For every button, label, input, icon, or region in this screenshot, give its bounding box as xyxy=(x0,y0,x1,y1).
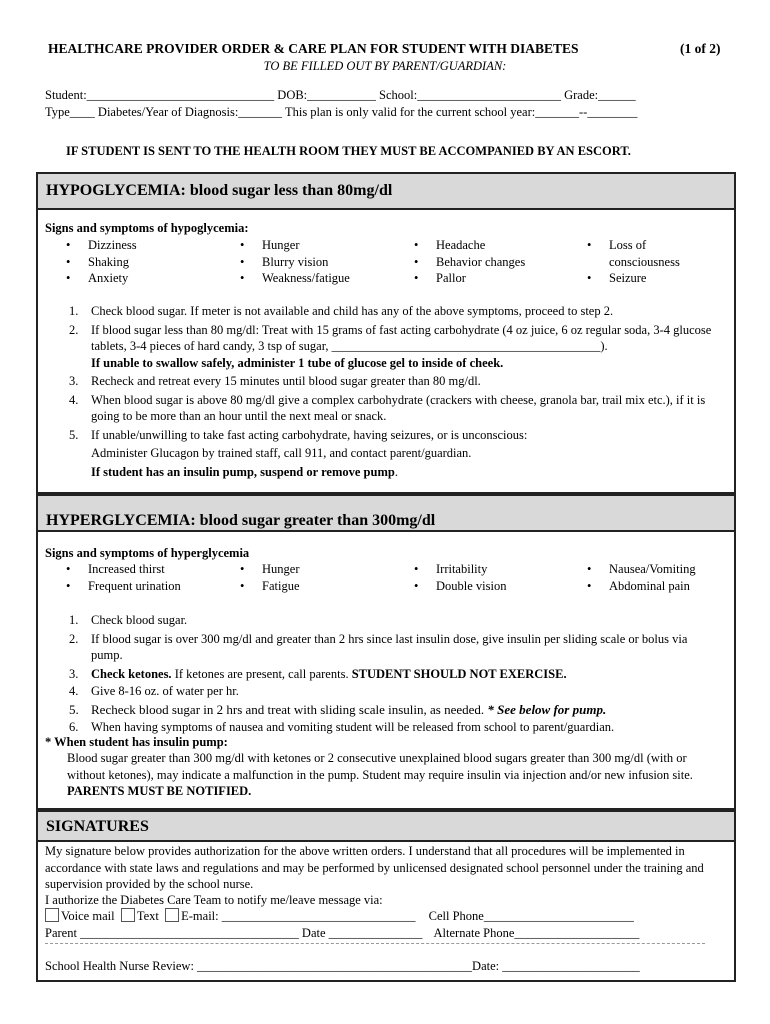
signatures-heading xyxy=(38,812,734,842)
parent-signature-field[interactable]: Parent ___________________________________ Date _______________ xyxy=(45,926,423,940)
text-checkbox[interactable] xyxy=(121,908,135,922)
hypo-symptoms-col-2 xyxy=(240,237,350,287)
list-item: 2. If blood sugar is over 300 mg/dl and greater than 2 hrs since last insulin dose, give insulin per sliding scale or bolus via pump. xyxy=(69,631,688,662)
hypo-symptoms-col-1 xyxy=(66,237,137,287)
hyper-signs-title: Signs and symptoms of hyperglycemia xyxy=(45,546,250,560)
contact-method-line xyxy=(45,908,634,925)
hyper-symptoms-col-2 xyxy=(240,561,300,594)
alternate-phone-field[interactable]: Alternate Phone____________________ xyxy=(433,926,640,940)
list-item: 6. When having symptoms of nausea and vomiting student will be released from school to parent/guardian. xyxy=(69,720,615,734)
list-item: 3. Recheck and retreat every 15 minutes until blood sugar greater than 80 mg/dl. xyxy=(69,374,481,388)
list-item: • Hunger xyxy=(240,562,300,576)
list-item: • Seizure xyxy=(587,271,647,285)
hypo-steps xyxy=(45,303,720,480)
student-info-line[interactable]: Student:______________________________ DOB:___________ School:_______________________ Grade:______ xyxy=(45,88,636,102)
pump-note-text: Blood sugar greater than 300 mg/dl with ketones or 2 consecutive unexplained blood sugars greater than 300 mg/dl (with or without ketones), may indicate a malfunction in the pump. Student may require insulin via injection and/or new infusion site. PARENTS MUST BE NOTIFIED. xyxy=(67,751,693,798)
list-item: • Shaking xyxy=(66,254,129,269)
list-item: • Double vision xyxy=(414,578,507,593)
authorize-line: I authorize the Diabetes Care Team to notify me/leave message via: xyxy=(45,893,383,907)
nurse-review-field[interactable]: School Health Nurse Review: ____________________________________________Date: ______________________ xyxy=(45,959,640,973)
list-item: 1. Check blood sugar. If meter is not available and child has any of the above symptoms, proceed to step 2. xyxy=(69,304,614,318)
signatures-heading-text: SIGNATURES xyxy=(46,818,149,835)
list-item: • Dizziness xyxy=(66,238,137,252)
title-text: HEALTHCARE PROVIDER ORDER & CARE PLAN FOR STUDENT WITH DIABETES xyxy=(48,41,579,56)
list-item: • Weakness/fatigue xyxy=(240,271,350,285)
list-item: • Increased thirst xyxy=(66,562,165,576)
list-item: • Hunger xyxy=(240,238,300,252)
hypoglycemia-heading-text: HYPOGLYCEMIA: blood sugar less than 80mg/dl xyxy=(46,182,393,199)
hyperglycemia-heading-text: HYPERGLYCEMIA: blood sugar greater than 300mg/dl xyxy=(46,512,436,529)
hypo-symptoms-col-3 xyxy=(414,237,525,287)
email-checkbox[interactable] xyxy=(165,908,179,922)
hyper-symptoms-col-3 xyxy=(414,561,506,594)
list-item: • Pallor xyxy=(414,271,466,285)
divider xyxy=(45,943,705,944)
list-item: 4. Give 8-16 oz. of water per hr. xyxy=(69,684,239,698)
page-indicator: (1 of 2) xyxy=(680,41,721,56)
document-subtitle: TO BE FILLED OUT BY PARENT/GUARDIAN: xyxy=(263,59,507,73)
list-item: 5. If unable/unwilling to take fast acting carbohydrate, having seizures, or is unconscious: Administer Glucagon by trained staff, call 911, and contact parent/guardian. If student has an insulin pump, suspend or remove pump. xyxy=(69,427,528,479)
authorization-paragraph: My signature below provides authorization for the above written orders. I understand that all procedures will be implemented in accordance with state laws and regulations and may be performed by unlicensed designated school personnel under the training and supervision provided by the school nurse. xyxy=(45,844,704,891)
list-item: 5. Recheck blood sugar in 2 hrs and treat with sliding scale insulin, as needed. * See below for pump. xyxy=(69,701,607,717)
text-label: Text xyxy=(136,909,159,923)
list-item: consciousness xyxy=(609,254,680,269)
escort-notice: IF STUDENT IS SENT TO THE HEALTH ROOM THEY MUST BE ACCOMPANIED BY AN ESCORT. xyxy=(66,144,631,158)
list-item: 2. If blood sugar less than 80 mg/dl: Treat with 15 grams of fast acting carbohydrate (4 oz juice, 6 oz regular soda, 3-4 glucose tablets, 3-4 pieces of hard candy, 3 tsp of sugar, ___________________________________________). If unable to swallow safely, administer 1 tube of glucose gel to inside of cheek. xyxy=(69,322,712,370)
document-title xyxy=(48,41,738,57)
list-item: • Irritability xyxy=(414,562,488,576)
parent-line xyxy=(45,925,639,942)
list-item: • Blurry vision xyxy=(240,254,329,269)
list-item: • Nausea/Vomiting xyxy=(587,562,696,576)
list-item: • Behavior changes xyxy=(414,254,526,269)
hypo-symptoms-col-4 xyxy=(587,237,680,287)
hypo-signs-title: Signs and symptoms of hypoglycemia: xyxy=(45,221,249,235)
list-item: • Abdominal pain xyxy=(587,578,690,593)
voice-mail-label: Voice mail xyxy=(61,909,115,923)
list-item: 1. Check blood sugar. xyxy=(69,613,188,627)
list-item: • Frequent urination xyxy=(66,578,181,593)
hyper-steps xyxy=(45,612,720,736)
diagnosis-info-line[interactable]: Type____ Diabetes/Year of Diagnosis:_______ This plan is only valid for the current school year:_______--________ xyxy=(45,105,638,119)
hypoglycemia-heading xyxy=(38,174,734,210)
pump-note-title: * When student has insulin pump: xyxy=(45,735,228,749)
list-item: • Fatigue xyxy=(240,578,300,593)
hyperglycemia-heading xyxy=(38,496,734,532)
list-item: 3. Check ketones. If ketones are present, call parents. STUDENT SHOULD NOT EXERCISE. xyxy=(69,666,567,681)
list-item: • Anxiety xyxy=(66,271,129,285)
email-field[interactable]: E-mail: _______________________________ xyxy=(181,909,416,923)
voice-mail-checkbox[interactable] xyxy=(45,908,59,922)
list-item: 4. When blood sugar is above 80 mg/dl give a complex carbohydrate (crackers with cheese, granola bar, trail mix etc.), if it is going to be more than an hour until the next meal or snack. xyxy=(69,392,706,423)
cell-phone-field[interactable]: Cell Phone________________________ xyxy=(428,909,634,923)
hyper-symptoms-col-1 xyxy=(66,561,181,594)
hyper-symptoms-col-4 xyxy=(587,561,696,594)
list-item: • Headache xyxy=(414,238,486,252)
list-item: • Loss of xyxy=(587,238,647,252)
